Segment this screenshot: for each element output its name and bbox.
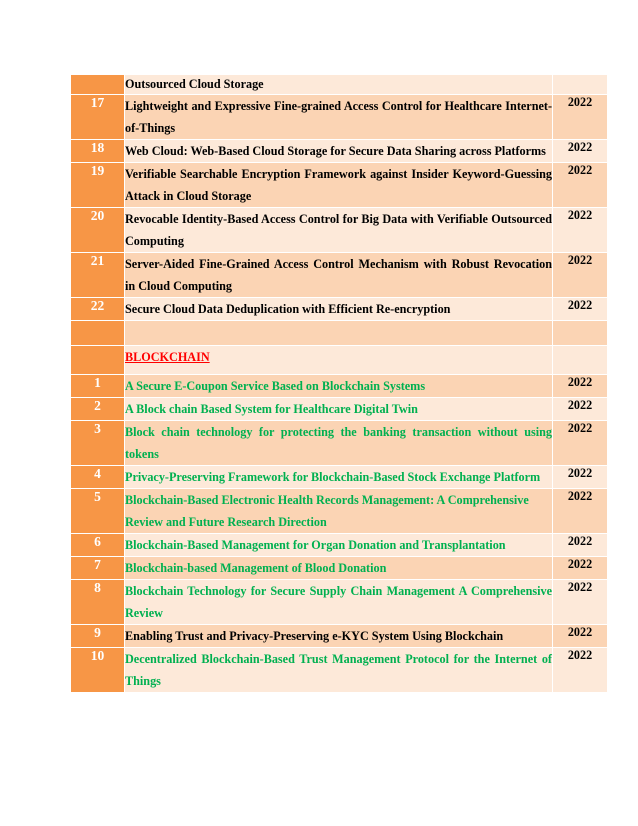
- row-number: 17: [71, 95, 125, 140]
- row-year: 2022: [553, 489, 608, 534]
- table-row: [71, 75, 608, 95]
- row-title: Verifiable Searchable Encryption Framework against Insider Keyword-Guessing Attack in Cloud Storage: [125, 163, 553, 208]
- row-number: 18: [71, 140, 125, 163]
- table-row: [71, 421, 608, 466]
- row-title: Enabling Trust and Privacy-Preserving e-KYC System Using Blockchain: [125, 625, 553, 648]
- row-number: 10: [71, 648, 125, 693]
- row-title: Blockchain-based Management of Blood Donation: [125, 557, 553, 580]
- row-number: 22: [71, 298, 125, 321]
- row-number: 19: [71, 163, 125, 208]
- row-year: 2022: [553, 208, 608, 253]
- row-year: 2022: [553, 534, 608, 557]
- row-title: Blockchain-Based Electronic Health Records Management: A Comprehensive Review and Future Research Direction: [125, 489, 553, 534]
- project-list-table: [70, 74, 608, 693]
- row-title: Server-Aided Fine-Grained Access Control Mechanism with Robust Revocation in Cloud Computing: [125, 253, 553, 298]
- section-heading: BLOCKCHAIN: [125, 346, 553, 375]
- row-number: [71, 346, 125, 375]
- table-row: [71, 208, 608, 253]
- row-year: 2022: [553, 298, 608, 321]
- table-row: [71, 580, 608, 625]
- table-row: [71, 398, 608, 421]
- table-row: [71, 466, 608, 489]
- table-row: [71, 95, 608, 140]
- row-title: Secure Cloud Data Deduplication with Efficient Re-encryption: [125, 298, 553, 321]
- row-year: 2022: [553, 95, 608, 140]
- table-row: [71, 375, 608, 398]
- table-row: [71, 298, 608, 321]
- row-year: 2022: [553, 580, 608, 625]
- row-year: 2022: [553, 398, 608, 421]
- empty-row: [71, 321, 608, 346]
- row-year: 2022: [553, 557, 608, 580]
- row-title: Web Cloud: Web-Based Cloud Storage for Secure Data Sharing across Platforms: [125, 140, 553, 163]
- row-number: 8: [71, 580, 125, 625]
- row-title: Block chain technology for protecting the banking transaction without using tokens: [125, 421, 553, 466]
- row-title: [125, 321, 553, 346]
- row-year: 2022: [553, 375, 608, 398]
- table-row: [71, 163, 608, 208]
- row-title: Privacy-Preserving Framework for Blockchain-Based Stock Exchange Platform: [125, 466, 553, 489]
- row-number: 21: [71, 253, 125, 298]
- row-year: 2022: [553, 466, 608, 489]
- row-number: 5: [71, 489, 125, 534]
- row-title: A Secure E-Coupon Service Based on Blockchain Systems: [125, 375, 553, 398]
- row-number: 2: [71, 398, 125, 421]
- table-row: [71, 253, 608, 298]
- row-year: [553, 75, 608, 95]
- row-title: Blockchain-Based Management for Organ Donation and Transplantation: [125, 534, 553, 557]
- row-title: Decentralized Blockchain-Based Trust Management Protocol for the Internet of Things: [125, 648, 553, 693]
- row-title: Revocable Identity-Based Access Control for Big Data with Verifiable Outsourced Computing: [125, 208, 553, 253]
- table-row: [71, 489, 608, 534]
- row-title: Lightweight and Expressive Fine-grained Access Control for Healthcare Internet-of-Things: [125, 95, 553, 140]
- row-number: 7: [71, 557, 125, 580]
- row-year: 2022: [553, 421, 608, 466]
- row-title: Blockchain Technology for Secure Supply Chain Management A Comprehensive Review: [125, 580, 553, 625]
- row-number: [71, 75, 125, 95]
- row-year: 2022: [553, 253, 608, 298]
- row-year: 2022: [553, 140, 608, 163]
- row-number: [71, 321, 125, 346]
- row-number: 6: [71, 534, 125, 557]
- section-heading-row: [71, 346, 608, 375]
- row-year: [553, 321, 608, 346]
- table-row: [71, 534, 608, 557]
- table-row: [71, 648, 608, 693]
- table-row: [71, 625, 608, 648]
- row-year: 2022: [553, 163, 608, 208]
- row-year: 2022: [553, 648, 608, 693]
- row-year: 2022: [553, 625, 608, 648]
- row-title: A Block chain Based System for Healthcare Digital Twin: [125, 398, 553, 421]
- row-number: 20: [71, 208, 125, 253]
- row-number: 4: [71, 466, 125, 489]
- row-number: 1: [71, 375, 125, 398]
- row-number: 3: [71, 421, 125, 466]
- table-row: [71, 557, 608, 580]
- table-row: [71, 140, 608, 163]
- row-year: [553, 346, 608, 375]
- row-title: Outsourced Cloud Storage: [125, 75, 553, 95]
- row-number: 9: [71, 625, 125, 648]
